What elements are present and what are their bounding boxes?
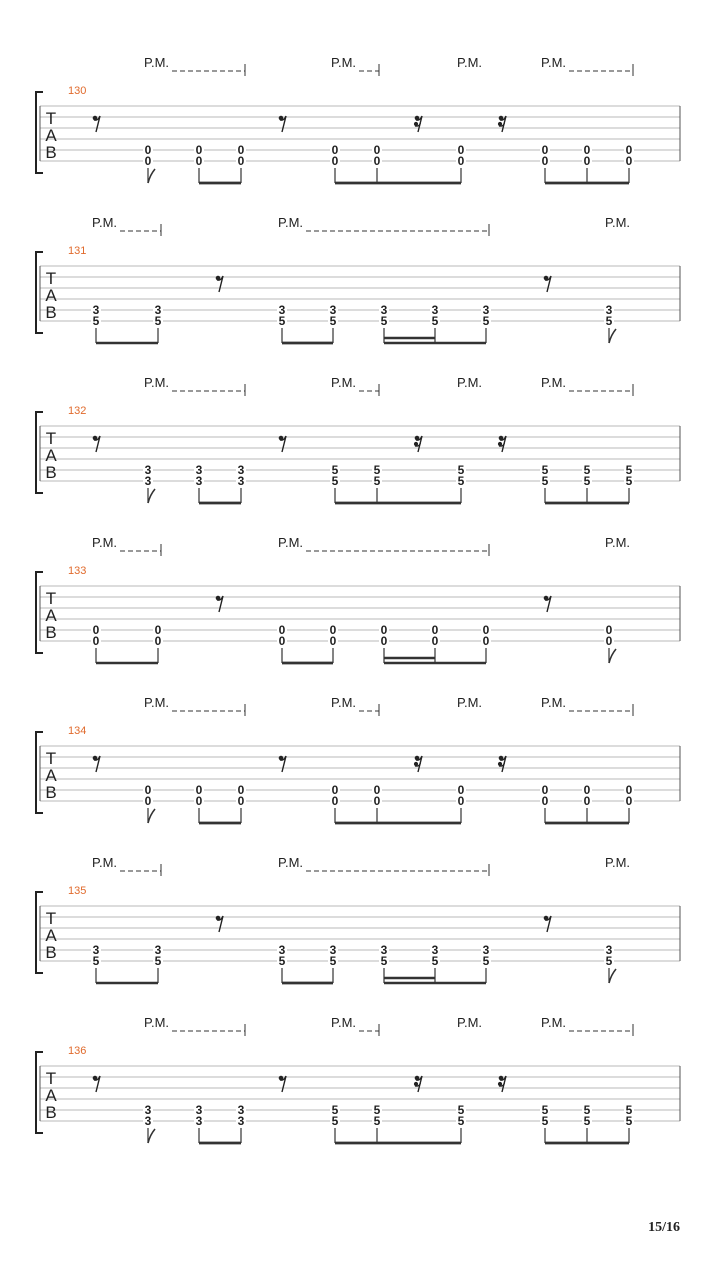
tab-clef-letter: A [45,1086,57,1105]
fret-number: 5 [331,474,339,488]
eighth-rest [279,436,286,452]
fret-number: 5 [431,314,439,328]
eighth-rest [279,1076,286,1092]
palm-mute-label: P.M. [144,1015,170,1030]
fret-number: 0 [541,154,549,168]
fret-number: 0 [457,154,465,168]
fret-number: 5 [482,954,490,968]
tab-note [624,463,634,503]
tab-note [624,783,634,823]
fret-number: 0 [605,623,613,637]
fret-number: 0 [541,783,549,797]
fret-number: 3 [154,943,162,957]
eighth-rest [544,916,551,932]
tab-note [277,943,287,983]
tab-note [604,943,616,983]
fret-number: 0 [331,154,339,168]
tab-system-130 [36,55,680,183]
fret-number: 5 [373,474,381,488]
palm-mute-label: P.M. [278,535,304,550]
fret-number: 0 [625,154,633,168]
tab-note [153,303,163,343]
fret-number: 0 [144,143,152,157]
tab-clef-letter: B [45,143,57,162]
palm-mute-label: P.M. [457,1015,483,1030]
tab-note [582,143,592,183]
fret-number: 5 [482,314,490,328]
palm-mute-label: P.M. [541,55,567,70]
tab-note [143,143,155,183]
fret-number: 0 [237,154,245,168]
note-flag [148,169,155,183]
tab-note [143,783,155,823]
tab-note [328,623,338,663]
fret-number: 3 [237,474,245,488]
fret-number: 0 [380,634,388,648]
fret-number: 5 [457,463,465,477]
fret-number: 3 [144,1103,152,1117]
tab-note [194,1103,204,1143]
tab-note [194,783,204,823]
note-flag [148,1129,155,1143]
fret-number: 3 [278,943,286,957]
fret-number: 3 [237,1103,245,1117]
fret-number: 0 [195,154,203,168]
palm-mute-label: P.M. [457,55,483,70]
tab-clef-letter: B [45,943,57,962]
tab-note [372,783,382,823]
fret-number: 5 [541,474,549,488]
note-flag [609,329,616,343]
fret-number: 5 [278,314,286,328]
fret-number: 3 [144,1114,152,1128]
fret-number: 5 [92,314,100,328]
palm-mute-label: P.M. [541,1015,567,1030]
fret-number: 5 [329,954,337,968]
fret-number: 3 [92,303,100,317]
fret-number: 0 [373,794,381,808]
fret-number: 0 [541,794,549,808]
fret-number: 3 [278,303,286,317]
tab-clef-letter: T [45,589,57,608]
fret-number: 0 [625,783,633,797]
fret-number: 3 [431,943,439,957]
tab-note [194,463,204,503]
tab-system-136 [36,1015,680,1143]
sixteenth-rest [498,116,506,132]
eighth-rest [544,276,551,292]
tab-note [582,783,592,823]
tab-note [277,623,287,663]
fret-number: 3 [431,303,439,317]
tab-system-132 [36,375,680,503]
palm-mute-label: P.M. [331,375,357,390]
tab-note [91,303,101,343]
palm-mute-label: P.M. [605,535,631,550]
fret-number: 5 [457,1103,465,1117]
eighth-rest [93,1076,100,1092]
tab-note [481,303,491,343]
tab-note [372,143,382,183]
fret-number: 3 [605,943,613,957]
tab-note [153,623,163,663]
fret-number: 0 [195,143,203,157]
fret-number: 0 [583,783,591,797]
fret-number: 5 [605,314,613,328]
fret-number: 0 [154,623,162,637]
fret-number: 5 [583,1103,591,1117]
fret-number: 5 [154,314,162,328]
tab-note [372,463,382,503]
fret-number: 0 [482,623,490,637]
sixteenth-rest [414,436,422,452]
bar-number: 132 [68,405,87,417]
tab-note [91,943,101,983]
fret-number: 0 [237,794,245,808]
bar-number: 134 [68,725,87,737]
sixteenth-rest [498,1076,506,1092]
tab-clef-letter: T [45,909,57,928]
fret-number: 0 [329,623,337,637]
fret-number: 3 [329,943,337,957]
palm-mute-label: P.M. [457,695,483,710]
fret-number: 3 [329,303,337,317]
tab-note [604,303,616,343]
fret-number: 3 [195,474,203,488]
fret-number: 5 [541,463,549,477]
fret-number: 5 [583,1114,591,1128]
palm-mute-label: P.M. [144,375,170,390]
palm-mute-label: P.M. [144,55,170,70]
tab-clef-letter: A [45,926,57,945]
palm-mute-label: P.M. [331,1015,357,1030]
fret-number: 5 [373,1114,381,1128]
tab-note [540,783,550,823]
palm-mute-label: P.M. [605,855,631,870]
fret-number: 3 [195,463,203,477]
fret-number: 0 [583,154,591,168]
tab-note [236,463,246,503]
tab-note [330,1103,340,1143]
fret-number: 5 [625,1114,633,1128]
fret-number: 0 [373,154,381,168]
tab-system-135 [36,855,680,983]
tab-system-134 [36,695,680,823]
note-flag [609,969,616,983]
tab-note [330,143,340,183]
tab-note [143,1103,155,1143]
tab-note [143,463,155,503]
tab-note [456,1103,466,1143]
bar-number: 135 [68,885,87,897]
fret-number: 5 [625,463,633,477]
fret-number: 0 [329,634,337,648]
fret-number: 0 [373,783,381,797]
fret-number: 3 [144,474,152,488]
fret-number: 0 [541,143,549,157]
fret-number: 0 [331,794,339,808]
fret-number: 0 [331,143,339,157]
fret-number: 3 [144,463,152,477]
fret-number: 5 [457,1114,465,1128]
tab-note [540,143,550,183]
note-flag [148,489,155,503]
tab-note [277,303,287,343]
palm-mute-label: P.M. [605,215,631,230]
bar-number: 130 [68,85,87,97]
tab-note [624,1103,634,1143]
fret-number: 5 [380,954,388,968]
sixteenth-rest [414,756,422,772]
palm-mute-label: P.M. [278,215,304,230]
fret-number: 5 [92,954,100,968]
fret-number: 0 [457,143,465,157]
tab-note [582,463,592,503]
tab-note [372,1103,382,1143]
note-flag [609,649,616,663]
eighth-rest [93,756,100,772]
fret-number: 5 [331,1103,339,1117]
sixteenth-rest [414,1076,422,1092]
eighth-rest [93,116,100,132]
page-number: 15/16 [648,1220,680,1235]
fret-number: 3 [237,1114,245,1128]
fret-number: 0 [144,794,152,808]
tab-note [330,783,340,823]
fret-number: 3 [195,1103,203,1117]
eighth-rest [216,276,223,292]
tab-note [582,1103,592,1143]
tab-clef-letter: A [45,606,57,625]
fret-number: 5 [625,474,633,488]
eighth-rest [216,916,223,932]
fret-number: 5 [583,463,591,477]
tab-note [236,783,246,823]
tab-clef-letter: B [45,783,57,802]
bar-number: 133 [68,565,87,577]
fret-number: 3 [92,943,100,957]
fret-number: 0 [457,783,465,797]
fret-number: 5 [278,954,286,968]
fret-number: 0 [583,143,591,157]
tab-clef-letter: T [45,1069,57,1088]
tab-note [481,623,491,663]
fret-number: 0 [278,623,286,637]
tab-note [540,463,550,503]
fret-number: 0 [380,623,388,637]
tab-clef-letter: T [45,109,57,128]
palm-mute-label: P.M. [541,695,567,710]
fret-number: 0 [237,143,245,157]
fret-number: 3 [237,463,245,477]
note-flag [148,809,155,823]
palm-mute-label: P.M. [457,375,483,390]
tab-note [456,783,466,823]
tab-clef-letter: T [45,749,57,768]
fret-number: 0 [457,794,465,808]
sixteenth-rest [498,756,506,772]
fret-number: 0 [431,634,439,648]
tab-system-133 [36,535,680,663]
fret-number: 0 [92,623,100,637]
sixteenth-rest [498,436,506,452]
fret-number: 0 [92,634,100,648]
fret-number: 0 [482,634,490,648]
tab-note [330,463,340,503]
tab-note [604,623,616,663]
palm-mute-label: P.M. [278,855,304,870]
eighth-rest [216,596,223,612]
fret-number: 5 [373,1103,381,1117]
fret-number: 5 [457,474,465,488]
eighth-rest [279,116,286,132]
fret-number: 3 [380,303,388,317]
eighth-rest [279,756,286,772]
eighth-rest [93,436,100,452]
eighth-rest [544,596,551,612]
tab-note [540,1103,550,1143]
fret-number: 0 [625,143,633,157]
fret-number: 3 [482,943,490,957]
tab-note [236,143,246,183]
palm-mute-label: P.M. [331,695,357,710]
fret-number: 5 [605,954,613,968]
tab-note [481,943,491,983]
fret-number: 5 [331,463,339,477]
palm-mute-label: P.M. [92,535,118,550]
fret-number: 0 [144,154,152,168]
tab-clef-letter: A [45,766,57,785]
fret-number: 0 [625,794,633,808]
fret-number: 5 [541,1103,549,1117]
tab-clef-letter: A [45,446,57,465]
tab-clef-letter: T [45,429,57,448]
tab-note [153,943,163,983]
palm-mute-label: P.M. [541,375,567,390]
fret-number: 5 [329,314,337,328]
fret-number: 5 [380,314,388,328]
fret-number: 3 [482,303,490,317]
tab-note [194,143,204,183]
fret-number: 5 [625,1103,633,1117]
fret-number: 5 [541,1114,549,1128]
tab-note [236,1103,246,1143]
fret-number: 3 [380,943,388,957]
tab-note [328,943,338,983]
tab-note [456,143,466,183]
fret-number: 0 [237,783,245,797]
fret-number: 3 [605,303,613,317]
fret-number: 0 [195,794,203,808]
tab-clef-letter: A [45,286,57,305]
fret-number: 5 [331,1114,339,1128]
palm-mute-label: P.M. [92,215,118,230]
fret-number: 0 [278,634,286,648]
bar-number: 136 [68,1045,87,1057]
palm-mute-label: P.M. [92,855,118,870]
fret-number: 0 [431,623,439,637]
palm-mute-label: P.M. [331,55,357,70]
fret-number: 3 [195,1114,203,1128]
fret-number: 3 [154,303,162,317]
fret-number: 0 [331,783,339,797]
tab-clef-letter: T [45,269,57,288]
fret-number: 0 [605,634,613,648]
tab-note [456,463,466,503]
tab-clef-letter: B [45,623,57,642]
tab-clef-letter: B [45,303,57,322]
tab-note [91,623,101,663]
fret-number: 5 [154,954,162,968]
tab-clef-letter: B [45,1103,57,1122]
tab-clef-letter: B [45,463,57,482]
bar-number: 131 [68,245,87,257]
fret-number: 0 [195,783,203,797]
fret-number: 0 [154,634,162,648]
tab-clef-letter: A [45,126,57,145]
tab-note [328,303,338,343]
fret-number: 0 [583,794,591,808]
palm-mute-label: P.M. [144,695,170,710]
sixteenth-rest [414,116,422,132]
fret-number: 5 [373,463,381,477]
fret-number: 5 [431,954,439,968]
fret-number: 0 [144,783,152,797]
tab-system-131 [36,215,680,343]
tab-note [624,143,634,183]
fret-number: 0 [373,143,381,157]
fret-number: 5 [583,474,591,488]
